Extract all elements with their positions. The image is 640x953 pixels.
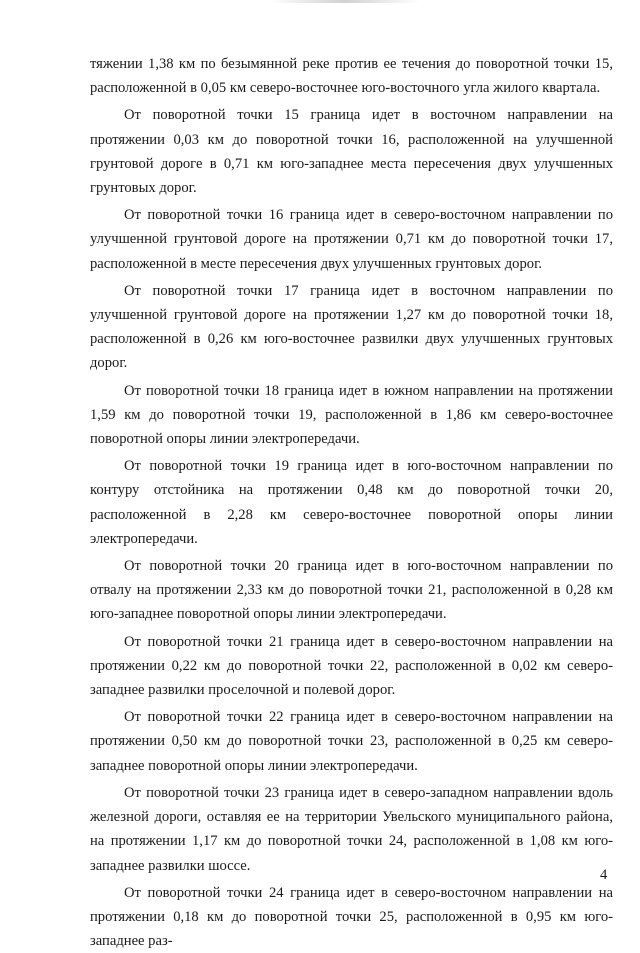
scan-edge-mark	[270, 0, 420, 3]
paragraph-point-18: От поворотной точки 18 граница идет в южном направлении на протяжении 1,59 км до поворотной точки 19, расположенной в 1,86 км северо-восточнее поворотной опоры линии электропередачи.	[90, 382, 613, 448]
paragraph-point-20: От поворотной точки 20 граница идет в юго-восточном направлении по отвалу на протяжении 2,33 км до поворотной точки 21, расположенной в 0,28 км юго-западнее поворотной опоры линии электропередачи.	[90, 558, 613, 623]
document-page-body	[90, 52, 613, 953]
paragraph-point-24: От поворотной точки 24 граница идет в северо-восточном направлении на протяжении 0,18 км до поворотной точки 25, расположенной в 0,95 км юго-западнее раз-	[90, 884, 613, 950]
paragraph-point-23: От поворотной точки 23 граница идет в северо-западном направлении вдоль железной дороги, оставляя ее на территории Увельского муниципального района, на протяжении 1,17 км до поворотной точки 24, расположенной в 1,08 км юго-западнее развилки шоссе.	[90, 784, 613, 874]
paragraph-point-22: От поворотной точки 22 граница идет в северо-восточном направлении на протяжении 0,50 км до поворотной точки 23, расположенной в 0,25 км северо-западнее поворотной опоры линии электропередачи.	[90, 709, 613, 774]
paragraph-continuation: тяжении 1,38 км по безымянной реке против ее течения до поворотной точки 15, расположенной в 0,05 км северо-восточнее юго-восточного угла жилого квартала.	[90, 56, 613, 97]
paragraph-point-16: От поворотной точки 16 граница идет в северо-восточном направлении по улучшенной грунтовой дороге на протяжении 0,71 км до поворотной точки 17, расположенной в месте пересечения двух улучшенных грунтовых дорог.	[90, 207, 613, 272]
paragraph-point-17: От поворотной точки 17 граница идет в восточном направлении по улучшенной грунтовой дороге на протяжении 1,27 км до поворотной точки 18, расположенной в 0,26 км юго-восточнее развилки двух улучшенных грунтовых дорог.	[90, 282, 613, 372]
paragraph-point-15: От поворотной точки 15 граница идет в восточном направлении на протяжении 0,03 км до поворотной точки 16, расположенной на улучшенной грунтовой дороге в 0,71 км юго-западнее места пересечения двух улучшенных грунтовых дорог.	[90, 107, 613, 197]
paragraph-point-19: От поворотной точки 19 граница идет в юго-восточном направлении по контуру отстойника на протяжении 0,48 км до поворотной точки 20, расположенной в 2,28 км северо-восточнее поворотной опоры линии электропередачи.	[90, 458, 613, 547]
paragraph-point-21: От поворотной точки 21 граница идет в северо-восточном направлении на протяжении 0,22 км до поворотной точки 22, расположенной в 0,02 км северо-западнее развилки проселочной и полевой дорог.	[90, 633, 613, 699]
page-number: 4	[600, 867, 608, 883]
